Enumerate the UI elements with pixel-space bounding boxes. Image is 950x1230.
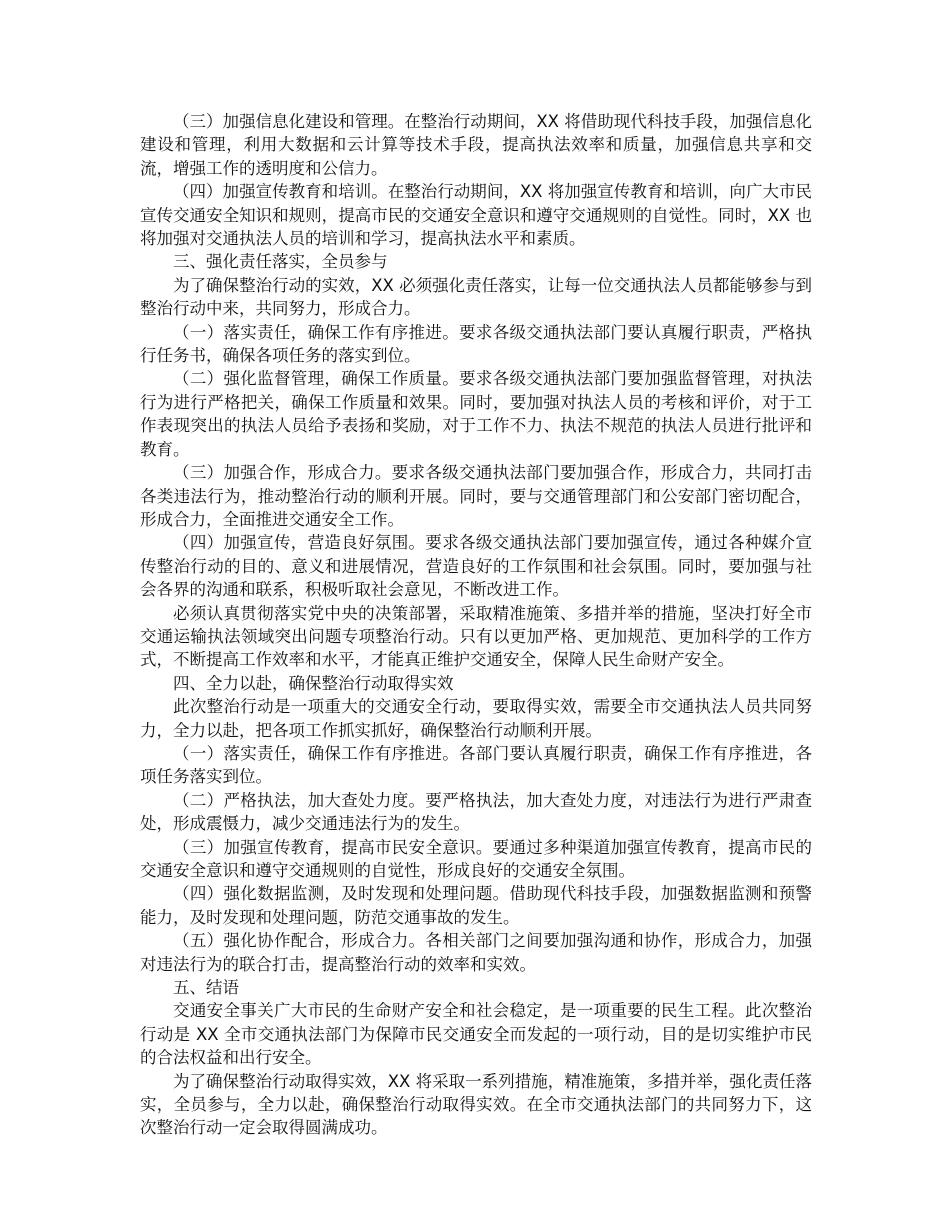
paragraph-allout-4: （四）强化数据监测，及时发现和处理问题。借助现代科技手段，加强数据监测和预警能力，及时发现和处理问题，防范交通事故的发生。 xyxy=(140,884,812,927)
document-body xyxy=(140,110,812,1140)
section-heading-4: 四、全力以赴，确保整治行动取得实效 xyxy=(173,673,454,693)
paragraph-policy: 必须认真贯彻落实党中央的决策部署，采取精准施策、多措并举的措施，坚决打好全市交通运输执法领域突出问题专项整治行动。只有以更加严格、更加规范、更加科学的工作方式，不断提高工作效率和水平，才能真正维护交通安全，保障人民生命财产安全。 xyxy=(140,603,812,670)
section-heading-3: 三、强化责任落实，全员参与 xyxy=(173,252,388,272)
paragraph-cooperation: （三）加强合作，形成合力。要求各级交通执法部门要加强合作，形成合力，共同打击各类违法行为，推动整治行动的顺利开展。同时，要与交通管理部门和公安部门密切配合，形成合力，全面推进交通安全工作。 xyxy=(140,463,812,529)
paragraph-publicity: （四）加强宣传，营造良好氛围。要求各级交通执法部门要加强宣传，通过各种媒介宣传整治行动的目的、意义和进展情况，营造良好的工作氛围和社会氛围。同时，要加强与社会各界的沟通和联系，积极听取社会意见，不断改进工作。 xyxy=(140,533,812,600)
paragraph-allout-1: （一）落实责任，确保工作有序推进。各部门要认真履行职责，确保工作有序推进，各项任务落实到位。 xyxy=(140,743,812,787)
section-heading-5: 五、结语 xyxy=(173,978,239,998)
paragraph-conclusion-1: 交通安全事关广大市民的生命财产安全和社会稳定，是一项重要的民生工程。此次整治行动是 XX 全市交通执法部门为保障市民交通安全而发起的一项行动，目的是切实维护市民的合法权益和出行安全。 xyxy=(140,1001,812,1068)
paragraph-allout-intro: 此次整治行动是一项重大的交通安全行动，要取得实效，需要全市交通执法人员共同努力，全力以赴，把各项工作抓实抓好，确保整治行动顺利开展。 xyxy=(140,697,812,740)
paragraph-allout-5: （五）强化协作配合，形成合力。各相关部门之间要加强沟通和协作，形成合力，加强对违法行为的联合打击，提高整治行动的效率和实效。 xyxy=(140,931,812,974)
paragraph-publicity-training: （四）加强宣传教育和培训。在整治行动期间，XX 将加强宣传教育和培训，向广大市民宣传交通安全知识和规则，提高市民的交通安全意识和遵守交通规则的自觉性。同时，XX 也将加强对交通执法人员的培训和学习，提高执法水平和素质。 xyxy=(140,182,812,249)
paragraph-responsibility-intro: 为了确保整治行动的实效，XX 必须强化责任落实，让每一位交通执法人员都能够参与到整治行动中来，共同努力，形成合力。 xyxy=(140,275,812,319)
paragraph-implement-responsibility: （一）落实责任，确保工作有序推进。要求各级交通执法部门要认真履行职责，严格执行任务书，确保各项任务的落实到位。 xyxy=(140,322,812,366)
paragraph-allout-3: （三）加强宣传教育，提高市民安全意识。要通过多种渠道加强宣传教育，提高市民的交通安全意识和遵守交通规则的自觉性，形成良好的交通安全氛围。 xyxy=(140,837,812,880)
paragraph-conclusion-2: 为了确保整治行动取得实效，XX 将采取一系列措施，精准施策，多措并举，强化责任落实，全员参与，全力以赴，确保整治行动取得实效。在全市交通执法部门的共同努力下，这次整治行动一定会取得圆满成功。 xyxy=(140,1071,812,1138)
paragraph-supervision: （二）强化监督管理，确保工作质量。要求各级交通执法部门要加强监督管理，对执法行为进行严格把关，确保工作质量和效果。同时，要加强对执法人员的考核和评价，对于工作表现突出的执法人员给予表扬和奖励，对于工作不力、执法不规范的执法人员进行批评和教育。 xyxy=(140,369,812,459)
paragraph-allout-2: （二）严格执法，加大查处力度。要严格执法，加大查处力度，对违法行为进行严肃查处，形成震慑力，减少交通违法行为的发生。 xyxy=(140,790,812,834)
paragraph-informatization: （三）加强信息化建设和管理。在整治行动期间，XX 将借助现代科技手段，加强信息化建设和管理，利用大数据和云计算等技术手段，提高执法效率和质量，加强信息共享和交流，增强工作的透明度和公信力。 xyxy=(140,112,812,178)
